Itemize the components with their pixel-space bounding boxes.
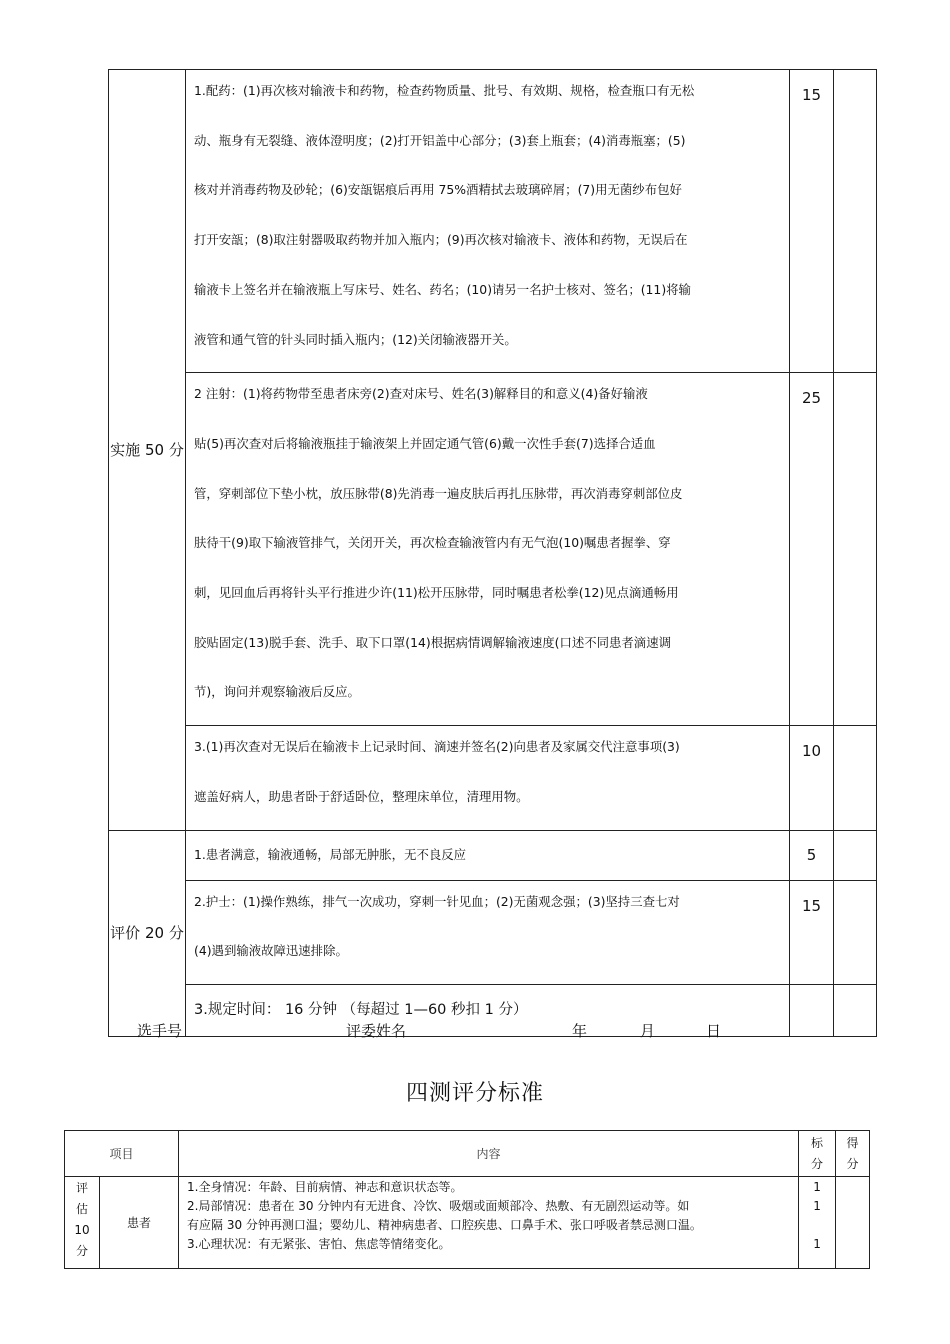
content-line: 肤待干(9)取下输液管排气，关闭开关，再次检查输液管内有无气泡(10)嘱患者握拳、穿 (194, 535, 671, 551)
category-line: 估 (75, 1202, 88, 1216)
item-score: 1 (813, 1237, 821, 1251)
content-line: 3.心理状况：有无紧张、害怕、焦虑等情绪变化。 (187, 1237, 451, 1251)
category-line: 10 (74, 1223, 90, 1237)
content-line: 1.配药：(1)再次核对输液卡和药物，检查药物质量、批号、有效期、规格，检查瓶口有无松 (194, 83, 695, 98)
item-content-followup (186, 726, 790, 830)
assessment-content (179, 1177, 799, 1269)
category-line: 实施 50 (110, 440, 165, 459)
obtained-score-cell[interactable] (834, 984, 877, 1036)
header-obtained-line: 分 (846, 1156, 859, 1171)
category-implementation (109, 70, 186, 831)
category-line: 分 (75, 1244, 88, 1258)
header-content: 内容 (179, 1131, 799, 1177)
section-title: 四测评分标准 (405, 1081, 544, 1106)
content-line: 2 注射：(1)将药物带至患者床旁(2)查对床号、姓名(3)解释目的和意义(4)备好输液 (194, 386, 648, 402)
header-obtained (836, 1131, 870, 1177)
content-line: 有应隔 30 分钟再测口温；婴幼儿、精神病患者、口腔疾患、口鼻手术、张口呼吸者禁忌测口温。 (187, 1218, 702, 1232)
category-line: 分 (168, 924, 184, 943)
header-obtained-line: 得 (846, 1135, 859, 1150)
item-score: 15 (790, 70, 834, 373)
item-content-satisfaction (186, 830, 790, 880)
content-line: 节)，询问并观察输液后反应。 (194, 684, 360, 700)
category-line: 评价 20 (110, 924, 165, 943)
month-label: 月 (640, 1022, 656, 1040)
table-row (109, 880, 877, 984)
content-line: 胶贴固定(13)脱手套、洗手、取下口罩(14)根据病情调解输液速度(口述不同患者滴速调 (194, 634, 671, 650)
content-line: 遮盖好病人，助患者卧于舒适卧位，整理床单位，清理用物。 (194, 788, 529, 804)
content-line: 1.全身情况：年龄、目前病情、神志和意识状态等。 (187, 1180, 463, 1194)
item-score: 15 (790, 880, 834, 984)
content-line: 动、瓶身有无裂缝、液体澄明度；(2)打开铝盖中心部分；(3)套上瓶套；(4)消毒瓶塞；(5) (194, 132, 686, 148)
content-line: 2.局部情况：患者在 30 分钟内有无进食、冷饮、吸烟或面颊部冷、热敷、有无剧烈运动等。如 (187, 1199, 690, 1213)
obtained-score-cell[interactable] (836, 1177, 870, 1269)
category-assessment (65, 1177, 100, 1269)
scoring-table-infusion (108, 69, 877, 1037)
item-score (790, 984, 834, 1036)
category-evaluation (109, 830, 186, 1036)
item-content-nurse (186, 880, 790, 984)
subcategory-patient: 患者 (100, 1177, 179, 1269)
content-line: 2.护士：(1)操作熟练，排气一次成功，穿刺一针见血；(2)无菌观念强；(3)坚持三查七对 (194, 893, 680, 909)
content-line: 输液卡上签名并在输液瓶上写床号、姓名、药名；(10)请另一名护士核对、签名；(11)将输 (194, 281, 691, 297)
content-line: 3.规定时间： 16 分钟 （每超过 1—60 秒扣 1 分） (194, 1002, 528, 1019)
obtained-score-cell[interactable] (834, 70, 877, 373)
content-line: 打开安瓿；(8)取注射器吸取药物并加入瓶内；(9)再次核对输液卡、液体和药物，无误后在 (194, 232, 688, 248)
content-line: 刺，见回血后再将针头平行推进少许(11)松开压脉带，同时嘱患者松拳(12)见点滴通畅用 (194, 585, 679, 601)
item-score: 1 (813, 1180, 821, 1194)
content-line: 管，穿刺部位下垫小枕，放压脉带(8)先消毒一遍皮肤后再扎压脉带，再次消毒穿刺部位皮 (194, 485, 683, 501)
content-line: 液管和通气管的针头同时插入瓶内；(12)关闭输液器开关。 (194, 331, 517, 347)
item-content-dispensing (186, 70, 790, 373)
table-row (109, 70, 877, 373)
table-row (109, 830, 877, 880)
content-line: (4)遇到输液故障迅速排除。 (194, 943, 348, 959)
category-line: 分 (168, 440, 184, 459)
item-score: 25 (790, 373, 834, 726)
item-content-injection (186, 373, 790, 726)
content-line: 1.患者满意，输液通畅，局部无肿胀，无不良反应 (194, 847, 467, 863)
table-row (65, 1177, 870, 1269)
content-line: 3.(1)再次查对无误后在输液卡上记录时间、滴速并签名(2)向患者及家属交代注意事项(3) (194, 739, 680, 755)
obtained-score-cell[interactable] (834, 726, 877, 830)
item-score: 10 (790, 726, 834, 830)
obtained-score-cell[interactable] (834, 830, 877, 880)
table-row (109, 726, 877, 830)
header-item: 项目 (65, 1131, 179, 1177)
category-line: 评 (75, 1181, 88, 1195)
item-score: 5 (790, 830, 834, 880)
item-content-time (186, 984, 790, 1036)
content-line: 核对并消毒药物及砂轮；(6)安瓿锯痕后再用 75%酒精拭去玻璃碎屑；(7)用无菌纱布包好 (194, 182, 682, 198)
table-row (109, 373, 877, 726)
table-row (109, 984, 877, 1036)
table-header-row (65, 1131, 870, 1177)
year-label: 年 (572, 1022, 588, 1040)
item-score (799, 1216, 835, 1235)
day-label: 日 (706, 1022, 722, 1040)
judge-name-label: 评委姓名 (346, 1022, 407, 1040)
obtained-score-cell[interactable] (834, 880, 877, 984)
header-score (799, 1131, 836, 1177)
header-score-line: 标 (811, 1135, 824, 1150)
scoring-table-vitals (64, 1130, 870, 1269)
item-score: 1 (813, 1199, 821, 1213)
content-line: 贴(5)再次查对后将输液瓶挂于输液架上并固定通气管(6)戴一次性手套(7)选择合适血 (194, 435, 656, 451)
assessment-scores (799, 1177, 836, 1269)
obtained-score-cell[interactable] (834, 373, 877, 726)
header-score-line: 分 (811, 1156, 824, 1171)
contestant-number-label: 选手号 (137, 1022, 183, 1040)
